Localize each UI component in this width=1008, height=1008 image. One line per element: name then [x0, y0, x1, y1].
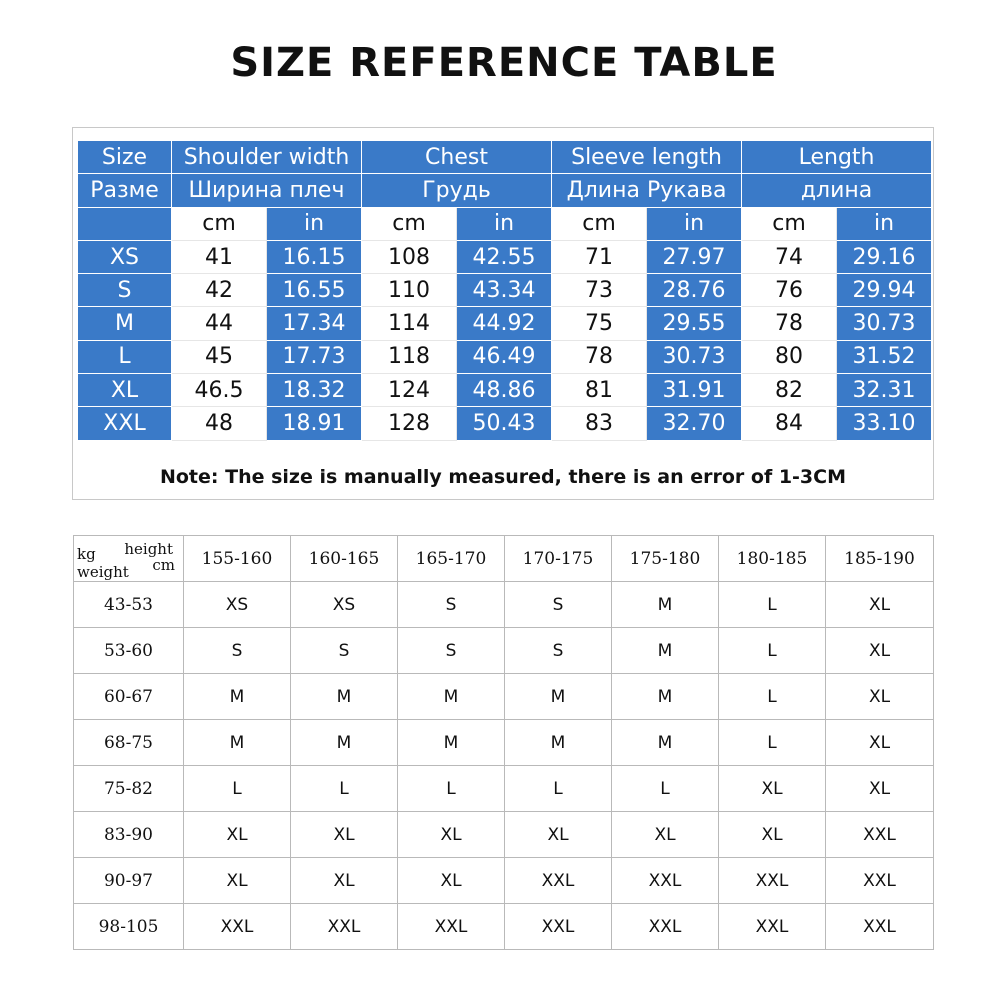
- recommended-size-cell: L: [291, 766, 398, 812]
- corner-weight-label: weight: [77, 563, 129, 581]
- size-label-cell: XS: [78, 240, 172, 273]
- recommended-size-cell: XL: [826, 582, 934, 628]
- measure-value-cell: 44.92: [457, 307, 552, 340]
- measure-value-cell: 82: [742, 374, 837, 407]
- recommended-size-cell: S: [398, 582, 505, 628]
- measure-value-cell: 29.16: [837, 240, 932, 273]
- header-length-ru: длина: [742, 174, 932, 207]
- recommended-size-cell: XL: [398, 812, 505, 858]
- unit-cell: cm: [742, 207, 837, 240]
- recommended-size-cell: XXL: [612, 904, 719, 950]
- recommended-size-cell: M: [291, 674, 398, 720]
- units-blank: [78, 207, 172, 240]
- recommended-size-cell: XL: [291, 858, 398, 904]
- recommended-size-cell: M: [505, 720, 612, 766]
- measure-value-cell: 29.55: [647, 307, 742, 340]
- size-label-cell: XXL: [78, 407, 172, 440]
- weight-range-cell: 60-67: [74, 674, 184, 720]
- measure-value-cell: 74: [742, 240, 837, 273]
- recommended-size-cell: XL: [826, 720, 934, 766]
- unit-cell: cm: [172, 207, 267, 240]
- recommended-size-cell: XL: [291, 812, 398, 858]
- recommended-size-cell: XXL: [826, 904, 934, 950]
- header-shoulder-width: Shoulder width: [172, 141, 362, 174]
- weight-range-cell: 68-75: [74, 720, 184, 766]
- measure-value-cell: 29.94: [837, 274, 932, 307]
- weight-range-cell: 43-53: [74, 582, 184, 628]
- recommended-size-cell: XXL: [719, 904, 826, 950]
- fit-table-row: [74, 766, 934, 812]
- measure-value-cell: 46.5: [172, 374, 267, 407]
- measure-table-row: [78, 307, 932, 340]
- measure-value-cell: 17.34: [267, 307, 362, 340]
- measure-table-row: [78, 274, 932, 307]
- fit-corner-cell: [74, 536, 184, 582]
- recommended-size-cell: XXL: [398, 904, 505, 950]
- measurement-note: Note: The size is manually measured, there is an error of 1-3CM: [159, 466, 847, 488]
- recommended-size-cell: S: [184, 628, 291, 674]
- height-range-header: 185-190: [826, 536, 934, 582]
- measure-value-cell: 30.73: [837, 307, 932, 340]
- height-range-header: 165-170: [398, 536, 505, 582]
- measure-value-cell: 128: [362, 407, 457, 440]
- unit-cell: in: [647, 207, 742, 240]
- measure-value-cell: 75: [552, 307, 647, 340]
- measure-value-cell: 31.91: [647, 374, 742, 407]
- recommended-size-cell: XXL: [719, 858, 826, 904]
- page-title: SIZE REFERENCE TABLE: [230, 40, 778, 86]
- recommended-size-cell: M: [612, 628, 719, 674]
- measure-header-row-ru: [78, 174, 932, 207]
- recommended-size-cell: L: [719, 628, 826, 674]
- fit-table: [73, 535, 934, 950]
- recommended-size-cell: XS: [291, 582, 398, 628]
- recommended-size-cell: L: [505, 766, 612, 812]
- recommended-size-cell: XXL: [291, 904, 398, 950]
- header-length: Length: [742, 141, 932, 174]
- fit-table-row: [74, 720, 934, 766]
- recommended-size-cell: L: [719, 674, 826, 720]
- measure-value-cell: 48: [172, 407, 267, 440]
- measure-value-cell: 118: [362, 340, 457, 373]
- recommended-size-cell: L: [612, 766, 719, 812]
- recommended-size-cell: XXL: [505, 858, 612, 904]
- recommended-size-cell: M: [398, 720, 505, 766]
- unit-cell: cm: [362, 207, 457, 240]
- measure-value-cell: 80: [742, 340, 837, 373]
- recommended-size-cell: L: [398, 766, 505, 812]
- measure-value-cell: 16.15: [267, 240, 362, 273]
- measure-value-cell: 18.91: [267, 407, 362, 440]
- measure-table-row: [78, 374, 932, 407]
- height-range-header: 180-185: [719, 536, 826, 582]
- header-chest: Chest: [362, 141, 552, 174]
- recommended-size-cell: XL: [826, 674, 934, 720]
- header-size: Size: [78, 141, 172, 174]
- unit-cell: in: [457, 207, 552, 240]
- measure-value-cell: 31.52: [837, 340, 932, 373]
- recommended-size-cell: XS: [184, 582, 291, 628]
- recommended-size-cell: XXL: [612, 858, 719, 904]
- measure-value-cell: 81: [552, 374, 647, 407]
- fit-table-row: [74, 674, 934, 720]
- recommended-size-cell: XL: [826, 766, 934, 812]
- recommended-size-cell: M: [612, 674, 719, 720]
- recommended-size-cell: XL: [505, 812, 612, 858]
- measure-value-cell: 78: [552, 340, 647, 373]
- fit-table-row: [74, 812, 934, 858]
- corner-height-label: height: [124, 540, 173, 558]
- measure-value-cell: 78: [742, 307, 837, 340]
- measure-table-row: [78, 240, 932, 273]
- weight-range-cell: 53-60: [74, 628, 184, 674]
- measure-header-row-en: [78, 141, 932, 174]
- size-label-cell: L: [78, 340, 172, 373]
- recommended-size-cell: M: [184, 674, 291, 720]
- measure-table-row: [78, 407, 932, 440]
- measure-table: [77, 140, 932, 441]
- measure-value-cell: 27.97: [647, 240, 742, 273]
- recommended-size-cell: XXL: [826, 858, 934, 904]
- measure-value-cell: 16.55: [267, 274, 362, 307]
- recommended-size-cell: XXL: [184, 904, 291, 950]
- measure-table-row: [78, 340, 932, 373]
- measure-value-cell: 71: [552, 240, 647, 273]
- size-label-cell: XL: [78, 374, 172, 407]
- measure-value-cell: 43.34: [457, 274, 552, 307]
- measure-value-cell: 45: [172, 340, 267, 373]
- measure-value-cell: 73: [552, 274, 647, 307]
- measure-table-body: [78, 240, 932, 440]
- measure-value-cell: 50.43: [457, 407, 552, 440]
- height-range-header: 175-180: [612, 536, 719, 582]
- recommended-size-cell: XL: [612, 812, 719, 858]
- recommended-size-cell: L: [719, 582, 826, 628]
- header-size-ru: Разме: [78, 174, 172, 207]
- measure-value-cell: 108: [362, 240, 457, 273]
- recommended-size-cell: S: [291, 628, 398, 674]
- header-sleeve-length: Sleeve length: [552, 141, 742, 174]
- corner-kg-label: kg: [77, 545, 96, 563]
- recommended-size-cell: M: [291, 720, 398, 766]
- recommended-size-cell: M: [505, 674, 612, 720]
- measure-value-cell: 76: [742, 274, 837, 307]
- height-range-header: 170-175: [505, 536, 612, 582]
- recommended-size-cell: XL: [184, 812, 291, 858]
- size-label-cell: S: [78, 274, 172, 307]
- fit-table-row: [74, 628, 934, 674]
- corner-cm-label: cm: [152, 556, 175, 574]
- header-shoulder-width-ru: Ширина плеч: [172, 174, 362, 207]
- recommended-size-cell: XL: [719, 766, 826, 812]
- weight-range-cell: 90-97: [74, 858, 184, 904]
- recommended-size-cell: S: [398, 628, 505, 674]
- recommended-size-cell: S: [505, 628, 612, 674]
- measure-value-cell: 32.31: [837, 374, 932, 407]
- measure-value-cell: 83: [552, 407, 647, 440]
- fit-table-row: [74, 904, 934, 950]
- recommended-size-cell: XL: [398, 858, 505, 904]
- recommended-size-cell: M: [398, 674, 505, 720]
- recommended-size-cell: M: [184, 720, 291, 766]
- measure-value-cell: 32.70: [647, 407, 742, 440]
- unit-cell: cm: [552, 207, 647, 240]
- recommended-size-cell: M: [612, 582, 719, 628]
- weight-range-cell: 83-90: [74, 812, 184, 858]
- recommended-size-cell: XXL: [826, 812, 934, 858]
- measure-value-cell: 48.86: [457, 374, 552, 407]
- recommended-size-cell: XL: [184, 858, 291, 904]
- measure-value-cell: 124: [362, 374, 457, 407]
- measure-value-cell: 17.73: [267, 340, 362, 373]
- height-range-header: 160-165: [291, 536, 398, 582]
- measure-value-cell: 30.73: [647, 340, 742, 373]
- measure-value-cell: 46.49: [457, 340, 552, 373]
- measure-value-cell: 33.10: [837, 407, 932, 440]
- measure-value-cell: 28.76: [647, 274, 742, 307]
- measure-value-cell: 84: [742, 407, 837, 440]
- height-range-header: 155-160: [184, 536, 291, 582]
- measure-value-cell: 114: [362, 307, 457, 340]
- header-sleeve-length-ru: Длина Рукава: [552, 174, 742, 207]
- recommended-size-cell: M: [612, 720, 719, 766]
- weight-range-cell: 75-82: [74, 766, 184, 812]
- recommended-size-cell: XXL: [505, 904, 612, 950]
- measure-units-row: [78, 207, 932, 240]
- recommended-size-cell: L: [184, 766, 291, 812]
- size-label-cell: M: [78, 307, 172, 340]
- fit-table-row: [74, 858, 934, 904]
- unit-cell: in: [837, 207, 932, 240]
- measure-value-cell: 42.55: [457, 240, 552, 273]
- recommended-size-cell: XL: [826, 628, 934, 674]
- recommended-size-cell: S: [505, 582, 612, 628]
- fit-table-body: [74, 582, 934, 950]
- measure-value-cell: 42: [172, 274, 267, 307]
- recommended-size-cell: XL: [719, 812, 826, 858]
- header-chest-ru: Грудь: [362, 174, 552, 207]
- measure-value-cell: 110: [362, 274, 457, 307]
- weight-range-cell: 98-105: [74, 904, 184, 950]
- measure-value-cell: 44: [172, 307, 267, 340]
- unit-cell: in: [267, 207, 362, 240]
- recommended-size-cell: L: [719, 720, 826, 766]
- fit-table-row: [74, 582, 934, 628]
- measure-value-cell: 18.32: [267, 374, 362, 407]
- fit-header-row: [74, 536, 934, 582]
- measure-value-cell: 41: [172, 240, 267, 273]
